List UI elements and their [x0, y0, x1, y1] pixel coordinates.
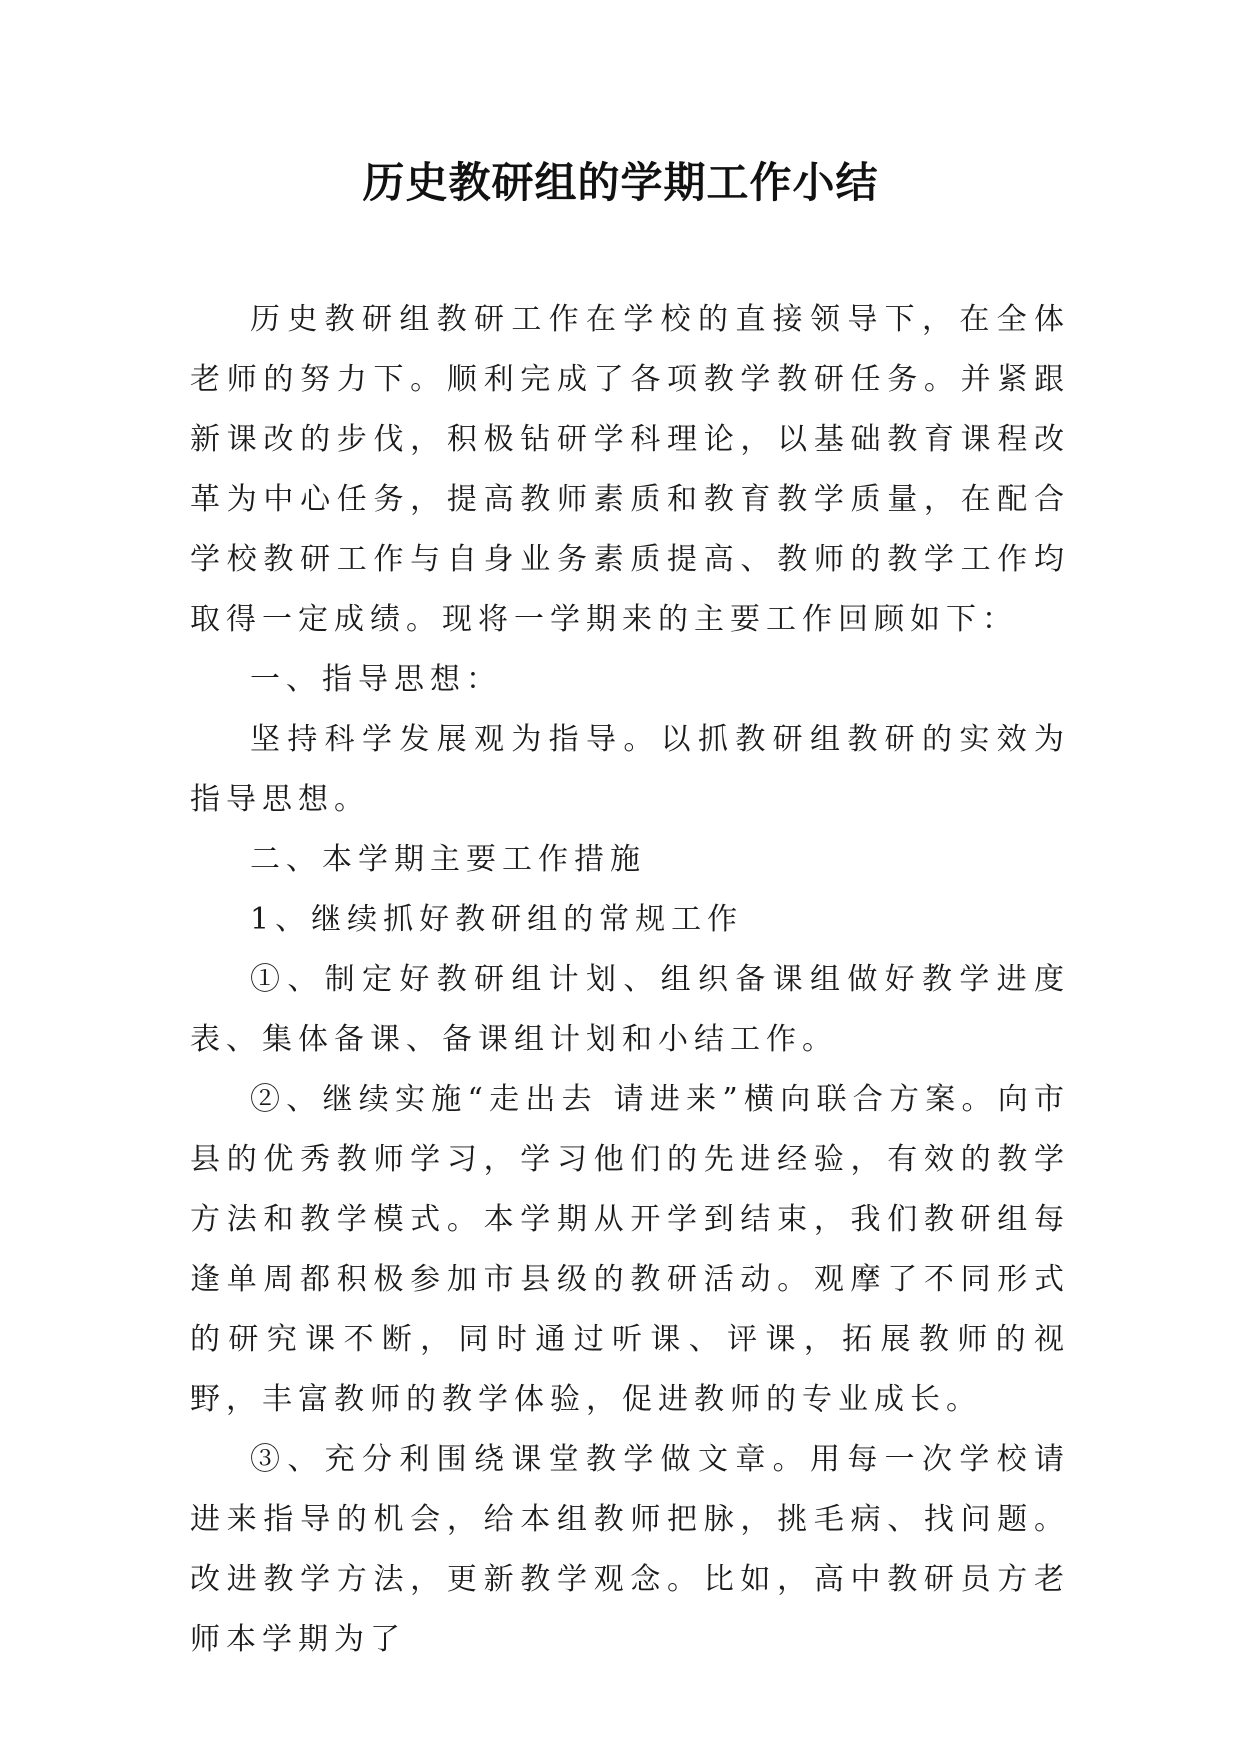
list-item-3: ③、充分利围绕课堂教学做文章。用每一次学校请进来指导的机会，给本组教师把脉，挑毛病、找问题。改进教学方法，更新教学观念。比如，高中教研员方老师本学期为了	[190, 1442, 1070, 1657]
document-title: 历史教研组的学期工作小结	[362, 158, 879, 207]
list-item-1: ①、制定好教研组计划、组织备课组做好教学进度表、集体备课、备课组计划和小结工作。	[190, 962, 1070, 1057]
paragraph-intro: 历史教研组教研工作在学校的直接领导下，在全体老师的努力下。顺利完成了各项教学教研任务。并紧跟新课改的步伐，积极钻研学科理论，以基础教育课程改革为中心任务，提高教师素质和教育教学质量，在配合学校教研工作与自身业务素质提高、教师的教学工作均取得一定成绩。现将一学期来的主要工作回顾如下：	[190, 302, 1070, 637]
document-body	[190, 290, 1070, 1670]
list-item-2: ②、继续实施“走出去 请进来”横向联合方案。向市县的优秀教师学习，学习他们的先进经验，有效的教学方法和教学模式。本学期从开学到结束，我们教研组每逢单周都积极参加市县级的教研活动。观摩了不同形式的研究课不断，同时通过听课、评课，拓展教师的视野，丰富教师的教学体验，促进教师的专业成长。	[190, 1082, 1070, 1417]
subheading-routine-work: 1、继续抓好教研组的常规工作	[250, 902, 744, 937]
heading-main-measures: 二、本学期主要工作措施	[250, 842, 646, 877]
heading-guiding-ideology: 一、指导思想：	[250, 662, 502, 697]
paragraph-guiding-ideology: 坚持科学发展观为指导。以抓教研组教研的实效为指导思想。	[190, 722, 1070, 817]
